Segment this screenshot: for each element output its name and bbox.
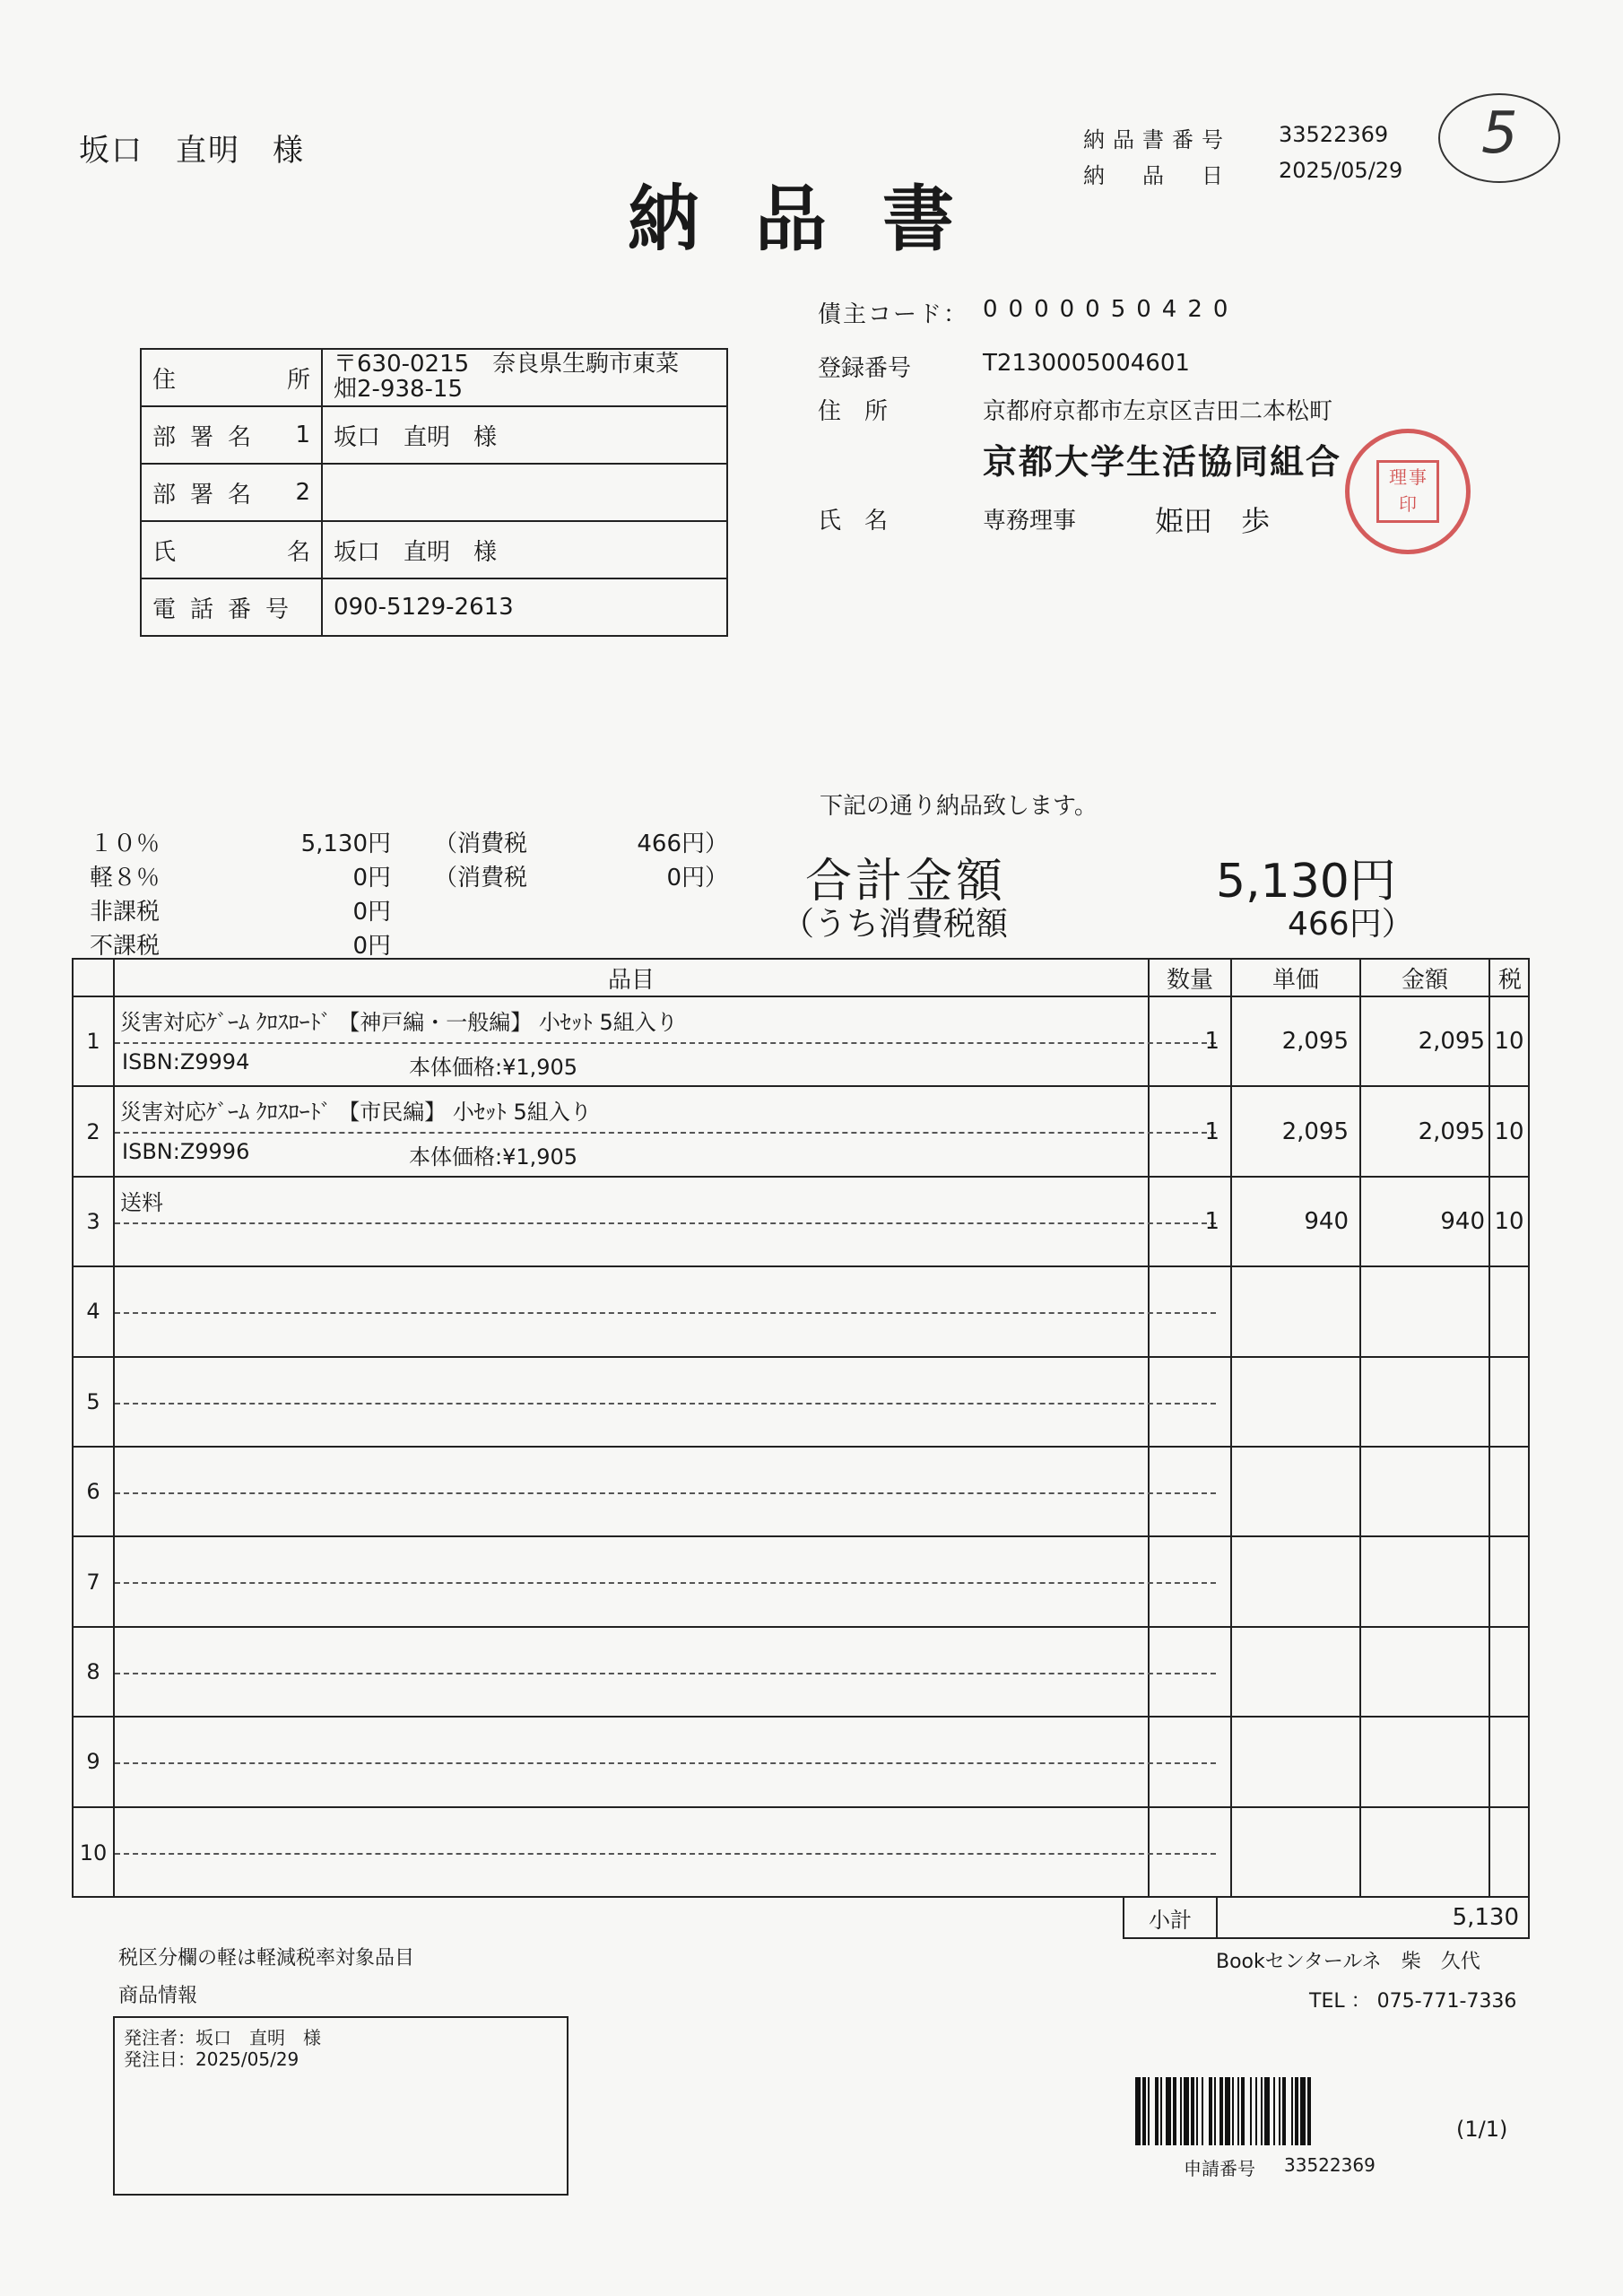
address-row [142,350,726,407]
notice-text: 下記の通り納品致します。 [820,793,1098,820]
tax-note: 税区分欄の軽は軽減税率対象品目 [118,1947,415,1970]
item-qty [1150,1267,1219,1355]
header-unit-price: 単価 [1271,966,1319,994]
table-row [74,1808,1528,1898]
item-qty [1150,1718,1219,1805]
item-qty: 1 [1204,1028,1219,1056]
table-row [74,1178,1528,1267]
handwritten-mark [1438,93,1560,183]
delivery-date-label: 納 品 日 [1083,163,1231,188]
item-tax-class [1490,1358,1528,1446]
name-value: 坂口 直明 様 [334,538,498,566]
dept1-row [142,407,726,465]
total-value: 5,130円 [1216,855,1396,909]
item-amount [1361,1448,1485,1535]
subtotal-label: 小計 [1149,1907,1192,1933]
row-number: 8 [86,1658,100,1684]
header-amount: 金額 [1401,966,1448,994]
item-amount [1361,1628,1485,1716]
item-unit-price [1232,1628,1349,1716]
row-number: 1 [86,1029,100,1055]
customer-name: 坂口 直明 様 [79,133,305,169]
item-unit-price [1232,1808,1349,1898]
item-tax-class: 10 [1494,1118,1524,1145]
item-unit-price: 2,095 [1281,1118,1349,1145]
page-indicator: (1/1) [1456,2117,1508,2142]
tax-rate: 非課税 [90,899,161,926]
table-row [74,1448,1528,1537]
table-row [74,1718,1528,1807]
item-unit-price [1232,1267,1349,1355]
name-label: 氏 名 [142,522,323,578]
supplier-address: 京都府京都市左京区吉田二本松町 [983,398,1333,425]
orderer: 発注者：坂口 直明 様 [124,2027,321,2048]
item-tax-class [1490,1628,1528,1716]
row-number: 3 [86,1208,100,1234]
item-amount: 940 [1440,1207,1485,1235]
total-label: 合計金額 [805,855,1007,909]
handwritten-number: 5 [1481,100,1518,167]
store-tel: TEL ： 075-771-7336 [1309,1990,1517,2013]
item-name: 送料 [120,1189,163,1215]
item-tax-class: 10 [1494,1028,1524,1056]
tax-amount: 5,130円 [300,831,391,857]
tax-value: 466円） [637,831,728,857]
order-info-box [113,2016,568,2196]
header-tax: 税 [1497,966,1522,994]
header-qty: 数量 [1166,966,1213,994]
table-row [74,997,1528,1087]
items-table [72,958,1530,1898]
item-tax-class [1490,1448,1528,1535]
item-amount [1361,1358,1485,1446]
item-qty [1150,1628,1219,1716]
item-unit-price: 2,095 [1281,1028,1349,1056]
supplier-name-label: 氏 名 [818,508,889,535]
row-number: 2 [86,1118,100,1144]
item-qty [1150,1808,1219,1898]
tax-amount: 0円 [352,899,391,926]
phone-row [142,579,726,635]
item-base-price: 本体価格:¥1,905 [409,1144,578,1170]
address-value: 〒630-0215 奈良県生駒市東菜 畑2-938-15 [334,351,680,403]
tax-label: （消費税 [434,865,528,891]
tax-rate: １０％ [90,831,161,857]
item-qty [1150,1358,1219,1446]
tax-rate: 軽８％ [90,865,161,891]
dept1-label: 部署名 1 [142,407,323,463]
inner-tax-value: 466円） [1288,906,1414,943]
item-tax-class: 10 [1494,1207,1524,1235]
delivery-no: 33522369 [1279,122,1389,147]
supplier-address-label: 住 所 [818,398,889,425]
dept2-label: 部署名 2 [142,465,323,520]
item-amount: 2,095 [1418,1118,1485,1145]
table-row [74,1628,1528,1718]
customer-info-table [140,348,728,637]
tax-amount: 0円 [352,865,391,891]
tax-value: 0円） [666,865,728,891]
item-amount [1361,1537,1485,1625]
item-tax-class [1490,1718,1528,1805]
item-name: 災害対応ｹﾞｰﾑ ｸﾛｽﾛｰﾄﾞ 【市民編】 小ｾｯﾄ 5組入り [120,1100,592,1126]
company-seal: 理事 印 [1345,429,1471,554]
table-row [74,1537,1528,1627]
phone-label: 電話番号 [142,579,323,635]
delivery-no-label: 納品書番号 [1083,127,1231,152]
tax-rate: 不課税 [90,933,161,960]
creditor-code: 0000050420 [983,296,1239,323]
row-number: 6 [86,1479,100,1505]
item-tax-class [1490,1537,1528,1625]
reg-no: T2130005004601 [983,350,1190,377]
item-isbn: ISBN:Z9996 [122,1139,250,1165]
table-row [74,1358,1528,1448]
supplier-title: 専務理事 [983,508,1077,535]
item-base-price: 本体価格:¥1,905 [409,1055,578,1080]
subtotal-value: 5,130 [1452,1904,1519,1931]
item-unit-price: 940 [1304,1207,1349,1235]
item-amount [1361,1808,1485,1898]
item-amount [1361,1718,1485,1805]
item-qty: 1 [1204,1207,1219,1235]
barcode-icon [1135,2077,1458,2145]
organization-name: 京都大学生活協同組合 [983,442,1342,482]
document-title: 納品書 [628,177,1010,261]
item-name: 災害対応ｹﾞｰﾑ ｸﾛｽﾛｰﾄﾞ 【神戸編・一般編】 小ｾｯﾄ 5組入り [120,1010,678,1035]
item-tax-class [1490,1267,1528,1355]
tax-label: （消費税 [434,831,528,857]
application-no-label: 申請番号 [1184,2158,1255,2179]
reg-no-label: 登録番号 [818,355,912,382]
row-number: 5 [86,1388,100,1414]
delivery-date: 2025/05/29 [1279,158,1403,183]
item-qty [1150,1537,1219,1625]
product-info-label: 商品情報 [118,1985,198,2007]
address-label: 住 所 [142,350,323,405]
dept2-row [142,465,726,522]
item-isbn: ISBN:Z9994 [122,1049,250,1074]
application-no: 33522369 [1284,2154,1376,2176]
header-item: 品目 [607,966,655,994]
table-row [74,1087,1528,1177]
row-number: 9 [86,1749,100,1775]
item-amount: 2,095 [1418,1028,1485,1056]
phone-value: 090-5129-2613 [334,594,514,621]
row-number: 4 [86,1299,100,1325]
creditor-code-label: 債主コード： [818,301,969,328]
item-qty [1150,1448,1219,1535]
subtotal-box [1123,1898,1530,1939]
dept1-value: 坂口 直明 様 [334,423,498,451]
item-qty: 1 [1204,1118,1219,1145]
row-number: 10 [79,1839,108,1866]
order-date: 発注日：2025/05/29 [124,2048,299,2070]
item-unit-price [1232,1448,1349,1535]
store-name: Bookセンタールネ 柴 久代 [1216,1951,1480,1973]
item-unit-price [1232,1718,1349,1805]
inner-tax-label: （うち消費税額 [782,906,1009,943]
tax-amount: 0円 [352,933,391,960]
item-unit-price [1232,1537,1349,1625]
name-row [142,522,726,579]
item-tax-class [1490,1808,1528,1898]
supplier-person: 姫田 歩 [1155,504,1271,538]
item-unit-price [1232,1358,1349,1446]
row-number: 7 [86,1569,100,1595]
item-amount [1361,1267,1485,1355]
table-row [74,1267,1528,1357]
